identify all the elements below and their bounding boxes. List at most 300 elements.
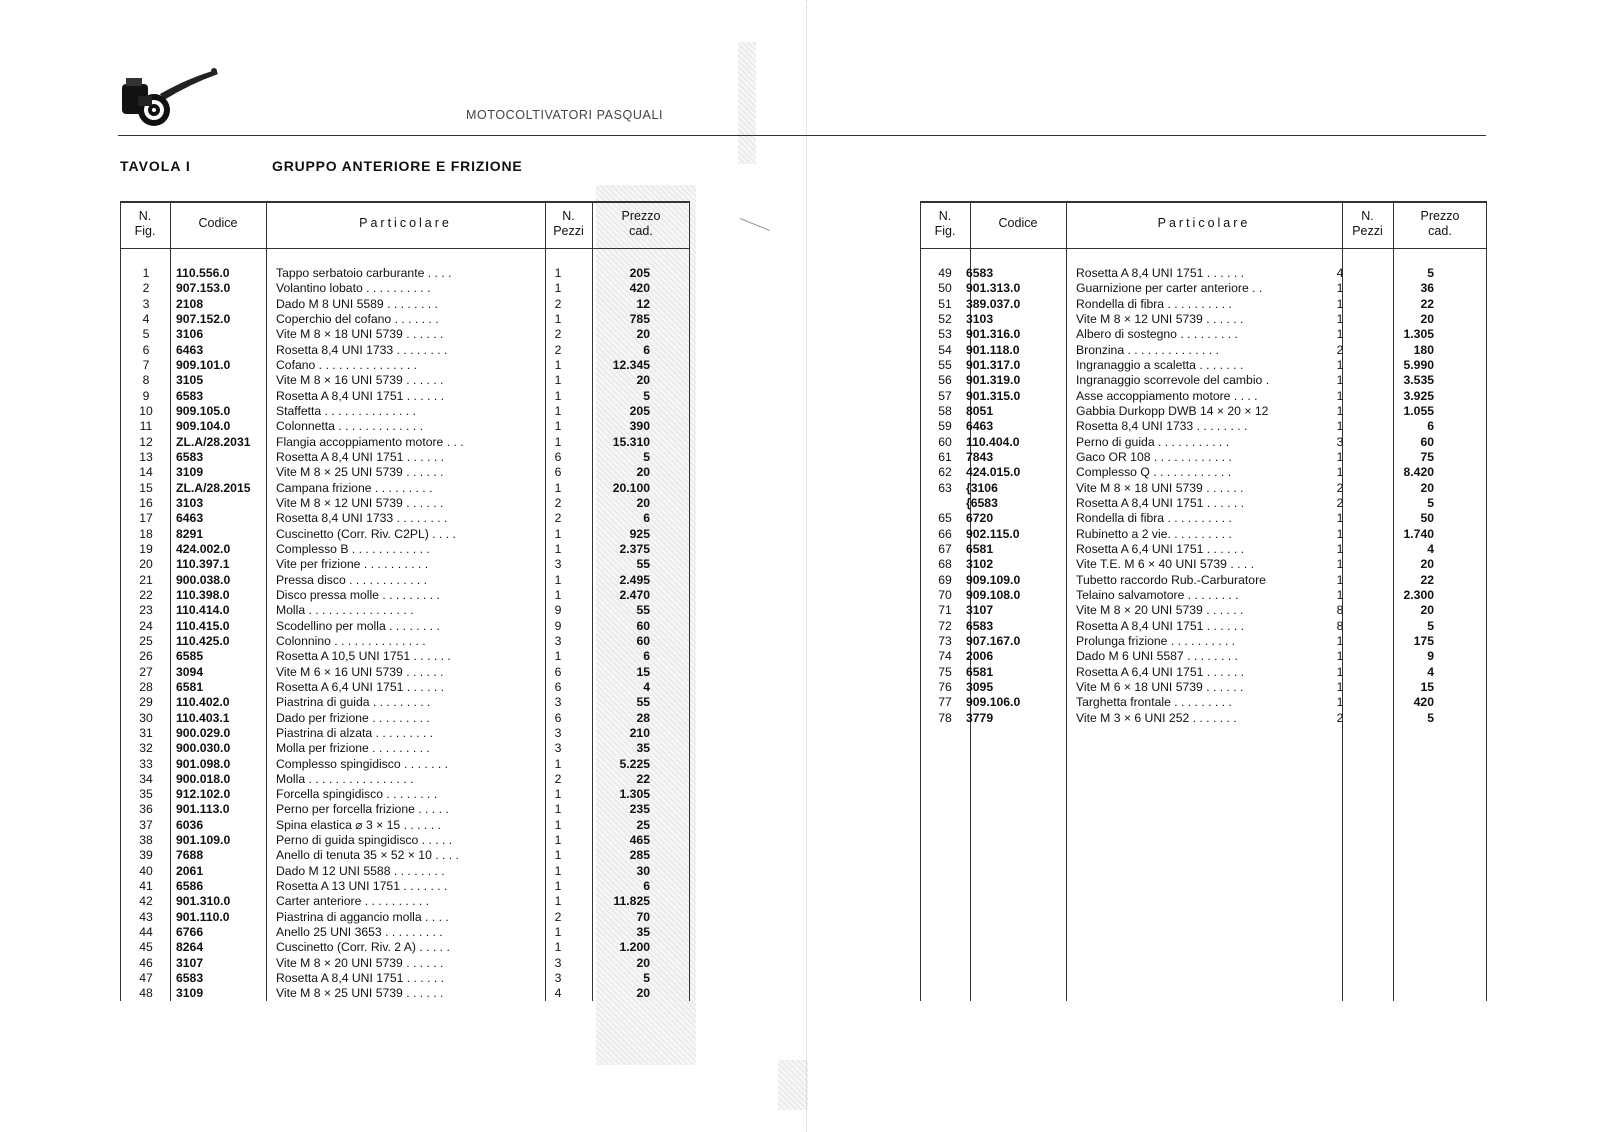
table-row	[920, 619, 1487, 634]
cell-code: ZL.A/28.2031	[176, 434, 251, 449]
cell-price: 5.990	[1403, 357, 1434, 372]
cell-code: 6585	[176, 649, 204, 664]
cell-fig: 29	[139, 695, 153, 710]
cell-fig: 42	[139, 894, 153, 909]
cell-price: 60	[636, 633, 650, 648]
cell-code: 901.310.0	[176, 894, 231, 909]
cell-fig: 5	[142, 327, 150, 342]
cell-description: Vite M 8 × 20 UNI 5739 . . . . . .	[276, 955, 444, 970]
cell-code: 3109	[176, 986, 204, 1001]
cell-price: 5	[1427, 618, 1434, 633]
table-row	[920, 481, 1487, 496]
cell-quantity: 1	[1336, 695, 1344, 710]
table-row	[120, 435, 690, 450]
cell-fig: 65	[938, 511, 952, 526]
cell-price: 210	[629, 725, 650, 740]
cell-description: Piastrina di alzata . . . . . . . . .	[276, 725, 434, 740]
table-row	[920, 358, 1487, 373]
cell-price: 20	[636, 986, 650, 1001]
cell-description: Rondella di fibra . . . . . . . . . .	[1076, 296, 1232, 311]
cell-fig: 72	[938, 618, 952, 633]
cell-code: 909.104.0	[176, 419, 231, 434]
cell-code: 909.109.0	[966, 572, 1021, 587]
cell-code: 6720	[966, 511, 994, 526]
cell-quantity: 6	[554, 664, 562, 679]
cell-price: 420	[1413, 695, 1434, 710]
cell-description: Anello 25 UNI 3653 . . . . . . . . .	[276, 925, 443, 940]
cell-price: 3.925	[1403, 388, 1434, 403]
cell-price: 2.470	[619, 587, 650, 602]
cell-fig: 32	[139, 741, 153, 756]
cell-fig: 45	[139, 940, 153, 955]
table-row	[920, 343, 1487, 358]
cell-quantity: 1	[554, 388, 562, 403]
cell-description: Perno di guida . . . . . . . . . . .	[1076, 434, 1230, 449]
cell-quantity: 3	[554, 971, 562, 986]
cell-code: 7843	[966, 449, 994, 464]
cell-description: Rosetta 8,4 UNI 1733 . . . . . . . .	[276, 511, 448, 526]
cell-quantity: 1	[554, 848, 562, 863]
cell-code: 6581	[176, 679, 204, 694]
table-row	[120, 772, 690, 787]
cell-description: Vite T.E. M 6 × 40 UNI 5739 . . . .	[1076, 557, 1255, 572]
cell-fig: 76	[938, 679, 952, 694]
cell-price: 6	[643, 511, 650, 526]
cell-price: 20	[1420, 603, 1434, 618]
cell-fig: 27	[139, 664, 153, 679]
cell-description: Campana frizione . . . . . . . . .	[276, 480, 433, 495]
cell-fig: 16	[139, 495, 153, 510]
cell-price: 925	[629, 526, 650, 541]
cell-quantity: 1	[554, 894, 562, 909]
table-body	[120, 266, 690, 1002]
watermark-strip	[738, 42, 756, 164]
cell-fig: 14	[139, 465, 153, 480]
cell-quantity: 1	[554, 817, 562, 832]
table-row	[120, 450, 690, 465]
table-row	[120, 419, 690, 434]
cell-quantity: 1	[1336, 388, 1344, 403]
cell-description: Perno di guida spingidisco . . . . .	[276, 833, 453, 848]
cell-code: 3095	[966, 679, 994, 694]
group-title: GRUPPO ANTERIORE E FRIZIONE	[272, 158, 523, 174]
cell-fig: 37	[139, 817, 153, 832]
cell-description: Vite M 8 × 25 UNI 5739 . . . . . .	[276, 986, 444, 1001]
cell-quantity: 2	[554, 909, 562, 924]
table-row	[120, 389, 690, 404]
table-row	[920, 450, 1487, 465]
cell-quantity: 2	[554, 327, 562, 342]
cell-fig: 60	[938, 434, 952, 449]
cell-fig: 36	[139, 802, 153, 817]
cell-fig: 46	[139, 955, 153, 970]
table-row	[120, 741, 690, 756]
cell-description: Colonnino . . . . . . . . . . . . . .	[276, 633, 426, 648]
cell-price: 2.300	[1403, 587, 1434, 602]
cell-fig: 70	[938, 587, 952, 602]
table-row	[920, 649, 1487, 664]
cell-fig: 63	[938, 480, 952, 495]
table-row	[120, 818, 690, 833]
cell-quantity: 1	[1336, 419, 1344, 434]
cell-code: 907.153.0	[176, 281, 231, 296]
cell-code: 6766	[176, 925, 204, 940]
table-row	[920, 557, 1487, 572]
cell-code: 909.105.0	[176, 403, 231, 418]
cell-code: 6036	[176, 817, 204, 832]
cell-code: 110.397.1	[176, 557, 230, 572]
parts-table-right	[920, 201, 1487, 1001]
cell-quantity: 1	[1336, 664, 1344, 679]
cell-description: Spina elastica ⌀ 3 × 15 . . . . . .	[276, 817, 441, 832]
cell-description: Dado M 6 UNI 5587 . . . . . . . .	[1076, 649, 1238, 664]
table-row	[120, 711, 690, 726]
cell-price: 1.305	[1403, 327, 1434, 342]
table-row	[920, 680, 1487, 695]
cell-code: 902.115.0	[966, 526, 1020, 541]
cell-price: 420	[629, 281, 650, 296]
cell-fig: 62	[938, 465, 952, 480]
cell-description: Rubinetto a 2 vie. . . . . . . . . .	[1076, 526, 1232, 541]
cell-code: 6463	[176, 342, 204, 357]
cell-quantity: 6	[554, 679, 562, 694]
cell-fig: 17	[139, 511, 153, 526]
cell-price: 9	[1427, 649, 1434, 664]
table-row	[120, 680, 690, 695]
cell-fig: 68	[938, 557, 952, 572]
cell-price: 50	[1420, 511, 1434, 526]
cell-quantity: 1	[554, 419, 562, 434]
cell-description: Coperchio del cofano . . . . . . .	[276, 311, 439, 326]
cell-price: 20	[1420, 311, 1434, 326]
table-row	[120, 327, 690, 342]
table-row	[920, 419, 1487, 434]
cell-price: 175	[1413, 633, 1434, 648]
cell-code: 6583	[176, 388, 204, 403]
table-row	[120, 373, 690, 388]
table-row	[120, 956, 690, 971]
cell-code: 901.317.0	[966, 357, 1021, 372]
cell-price: 6	[643, 342, 650, 357]
cell-code: 3103	[176, 495, 204, 510]
cell-description: Molla . . . . . . . . . . . . . . . .	[276, 603, 414, 618]
cell-description: Rosetta A 8,4 UNI 1751 . . . . . .	[1076, 495, 1245, 510]
col-header-pezzi: N. Pezzi	[553, 209, 584, 238]
cell-code: {3106	[966, 480, 998, 495]
table-row	[120, 695, 690, 710]
cell-fig: 24	[139, 618, 153, 633]
cell-fig: 49	[938, 266, 952, 280]
cell-quantity: 1	[554, 480, 562, 495]
cell-fig: 20	[139, 557, 153, 572]
table-row	[120, 496, 690, 511]
cell-description: Guarnizione per carter anteriore . .	[1076, 281, 1263, 296]
parts-table-left	[120, 201, 690, 1001]
cell-description: Rosetta A 6,4 UNI 1751 . . . . . .	[276, 679, 445, 694]
cell-price: 60	[636, 618, 650, 633]
table-row	[920, 665, 1487, 680]
table-row	[120, 343, 690, 358]
cell-code: 6583	[966, 266, 994, 280]
cell-code: 6581	[966, 664, 994, 679]
cell-price: 5	[643, 449, 650, 464]
cell-description: Vite M 8 × 18 UNI 5739 . . . . . .	[276, 327, 444, 342]
table-row	[920, 281, 1487, 296]
cell-fig: 71	[938, 603, 952, 618]
cell-price: 1.305	[619, 787, 650, 802]
cell-price: 15	[636, 664, 650, 679]
cell-code: 2108	[176, 296, 204, 311]
table-row	[920, 542, 1487, 557]
table-row	[120, 757, 690, 772]
cell-price: 20	[636, 327, 650, 342]
cell-price: 12.345	[612, 357, 650, 372]
cell-fig: 30	[139, 710, 153, 725]
cell-quantity: 1	[554, 587, 562, 602]
cell-description: Vite M 8 × 12 UNI 5739 . . . . . .	[1076, 311, 1244, 326]
table-row	[120, 634, 690, 649]
cell-quantity: 1	[1336, 572, 1344, 587]
cell-fig: 23	[139, 603, 153, 618]
cell-price: 20	[636, 465, 650, 480]
cell-quantity: 1	[554, 311, 562, 326]
cell-price: 20	[636, 495, 650, 510]
cell-quantity: 6	[554, 710, 562, 725]
cell-description: Rosetta A 8,4 UNI 1751 . . . . . .	[1076, 618, 1245, 633]
cell-description: Disco pressa molle . . . . . . . . .	[276, 587, 440, 602]
cell-quantity: 4	[1336, 266, 1344, 280]
cell-code: 6463	[176, 511, 204, 526]
cell-description: Molla . . . . . . . . . . . . . . . .	[276, 771, 414, 786]
cell-description: Rondella di fibra . . . . . . . . . .	[1076, 511, 1232, 526]
cell-quantity: 1	[1336, 373, 1344, 388]
cell-code: 8291	[176, 526, 204, 541]
table-row	[120, 802, 690, 817]
cell-code: 900.029.0	[176, 725, 231, 740]
cell-code: 110.402.0	[176, 695, 230, 710]
cell-price: 5	[1427, 266, 1434, 280]
cell-price: 390	[629, 419, 650, 434]
cell-fig: 52	[938, 311, 952, 326]
cell-price: 75	[1420, 449, 1434, 464]
table-row	[120, 925, 690, 940]
header-divider	[920, 248, 1487, 249]
cell-code: 6583	[176, 449, 204, 464]
col-header-prezzo: Prezzo cad.	[621, 209, 661, 238]
cell-code: 912.102.0	[176, 787, 231, 802]
cell-description: Vite M 8 × 18 UNI 5739 . . . . . .	[1076, 480, 1244, 495]
cell-quantity: 9	[554, 603, 562, 618]
cell-description: Ingranaggio a scaletta . . . . . . .	[1076, 357, 1244, 372]
cell-fig: 43	[139, 909, 153, 924]
cell-fig: 40	[139, 863, 153, 878]
table-row	[920, 327, 1487, 342]
cell-fig: 25	[139, 633, 153, 648]
cell-description: Rosetta A 10,5 UNI 1751 . . . . . .	[276, 649, 451, 664]
cell-price: 36	[1420, 281, 1434, 296]
cell-description: Anello di tenuta 35 × 52 × 10 . . . .	[276, 848, 459, 863]
cell-fig: 13	[139, 449, 153, 464]
cell-price: 15.310	[612, 434, 650, 449]
cell-description: Rosetta A 8,4 UNI 1751 . . . . . .	[276, 388, 445, 403]
cell-fig: 11	[139, 419, 153, 434]
watermark-strip	[778, 1060, 808, 1110]
cell-description: Vite M 6 × 18 UNI 5739 . . . . . .	[1076, 679, 1244, 694]
cell-price: 20	[1420, 557, 1434, 572]
cell-fig: 78	[938, 710, 952, 725]
cell-price: 5	[1427, 495, 1434, 510]
cell-description: Forcella spingidisco . . . . . . . .	[276, 787, 438, 802]
cell-fig: 67	[938, 541, 952, 556]
page-fold	[806, 0, 808, 1132]
cell-description: Rosetta 8,4 UNI 1733 . . . . . . . .	[276, 342, 448, 357]
table-row	[920, 312, 1487, 327]
cell-description: Cofano . . . . . . . . . . . . . . .	[276, 357, 417, 372]
cell-description: Gaco OR 108 . . . . . . . . . . . .	[1076, 449, 1232, 464]
cell-description: Prolunga frizione . . . . . . . . . .	[1076, 633, 1236, 648]
cell-code: 907.152.0	[176, 311, 231, 326]
cell-fig: 38	[139, 833, 153, 848]
cell-price: 11.825	[613, 894, 650, 909]
cell-description: Vite M 8 × 12 UNI 5739 . . . . . .	[276, 495, 444, 510]
cell-price: 70	[636, 909, 650, 924]
table-row	[920, 266, 1487, 281]
cell-quantity: 1	[554, 373, 562, 388]
cell-description: Rosetta A 8,4 UNI 1751 . . . . . .	[276, 449, 445, 464]
cell-quantity: 1	[1336, 649, 1344, 664]
table-row	[120, 833, 690, 848]
cell-price: 6	[1427, 419, 1434, 434]
cell-price: 55	[636, 695, 650, 710]
cell-description: Vite per frizione . . . . . . . . . .	[276, 557, 429, 572]
cell-fig: 35	[139, 787, 153, 802]
cell-fig: 1	[142, 266, 150, 280]
tractor-logo-icon	[118, 66, 228, 132]
table-row	[120, 787, 690, 802]
cell-quantity: 1	[554, 756, 562, 771]
cell-quantity: 3	[554, 741, 562, 756]
cell-code: 389.037.0	[966, 296, 1021, 311]
cell-price: 5	[643, 388, 650, 403]
cell-price: 235	[629, 802, 650, 817]
cell-description: Cuscinetto (Corr. Riv. 2 A) . . . . .	[276, 940, 450, 955]
cell-description: Staffetta . . . . . . . . . . . . . .	[276, 403, 416, 418]
cell-code: 110.425.0	[176, 633, 230, 648]
cell-code: ZL.A/28.2015	[176, 480, 251, 495]
cell-quantity: 3	[554, 557, 562, 572]
cell-price: 4	[1427, 664, 1434, 679]
cell-fig: 39	[139, 848, 153, 863]
cell-description: Rosetta A 13 UNI 1751 . . . . . . .	[276, 879, 448, 894]
cell-code: 901.118.0	[966, 342, 1020, 357]
cell-price: 20	[636, 955, 650, 970]
cell-description: Targhetta frontale . . . . . . . . .	[1076, 695, 1232, 710]
cell-fig: 10	[139, 403, 153, 418]
cell-code: 901.098.0	[176, 756, 231, 771]
table-row	[920, 389, 1487, 404]
table-row	[920, 435, 1487, 450]
table-row	[120, 894, 690, 909]
cell-quantity: 1	[554, 266, 562, 280]
cell-description: Piastrina di aggancio molla . . . .	[276, 909, 449, 924]
cell-fig: 59	[938, 419, 952, 434]
cell-description: Telaino salvamotore . . . . . . . .	[1076, 587, 1239, 602]
cell-price: 6	[643, 879, 650, 894]
cell-description: Molla per frizione . . . . . . . . .	[276, 741, 430, 756]
cell-code: 900.018.0	[176, 771, 231, 786]
table-row	[120, 619, 690, 634]
cell-code: 909.108.0	[966, 587, 1021, 602]
cell-price: 25	[636, 817, 650, 832]
cell-description: Flangia accoppiamento motore . . .	[276, 434, 464, 449]
cell-description: Complesso spingidisco . . . . . . .	[276, 756, 449, 771]
cell-quantity: 1	[554, 787, 562, 802]
cell-code: 6581	[966, 541, 994, 556]
cell-fig: 7	[142, 357, 150, 372]
cell-fig: 12	[139, 434, 153, 449]
cell-fig: 56	[938, 373, 952, 388]
table-row	[120, 573, 690, 588]
cell-quantity: 1	[1336, 449, 1344, 464]
cell-description: Vite M 3 × 6 UNI 252 . . . . . . .	[1076, 710, 1237, 725]
cell-quantity: 1	[1336, 465, 1344, 480]
cell-quantity: 1	[554, 879, 562, 894]
cell-fig: 31	[139, 725, 153, 740]
cell-price: 205	[629, 266, 650, 280]
cell-fig: 53	[938, 327, 952, 342]
cell-quantity: 4	[554, 986, 562, 1001]
cell-code: 110.415.0	[176, 618, 230, 633]
cell-code: 900.030.0	[176, 741, 231, 756]
table-row	[920, 404, 1487, 419]
table-row	[120, 358, 690, 373]
cell-code: 909.101.0	[176, 357, 231, 372]
cell-fig: 26	[139, 649, 153, 664]
cell-fig: 21	[139, 572, 153, 587]
page-mark	[740, 218, 770, 231]
col-header-particolare: Particolare	[359, 216, 452, 230]
cell-code: 900.038.0	[176, 572, 231, 587]
table-row	[920, 573, 1487, 588]
table-row	[920, 373, 1487, 388]
cell-price: 20	[636, 373, 650, 388]
table-row	[120, 527, 690, 542]
cell-price: 5	[1427, 710, 1434, 725]
cell-quantity: 3	[554, 955, 562, 970]
cell-price: 6	[643, 649, 650, 664]
table-row	[920, 711, 1487, 726]
cell-quantity: 1	[1336, 633, 1344, 648]
cell-code: 110.398.0	[176, 587, 230, 602]
cell-quantity: 6	[554, 449, 562, 464]
cell-quantity: 1	[554, 526, 562, 541]
cell-price: 4	[1427, 541, 1434, 556]
cell-code: 2061	[176, 863, 204, 878]
cell-code: 3107	[176, 955, 204, 970]
cell-quantity: 1	[1336, 541, 1344, 556]
cell-quantity: 1	[554, 572, 562, 587]
cell-quantity: 2	[554, 495, 562, 510]
cell-price: 22	[1420, 572, 1434, 587]
cell-code: 110.404.0	[966, 434, 1020, 449]
cell-fig: 28	[139, 679, 153, 694]
table-row	[920, 695, 1487, 710]
cell-description: Vite M 8 × 20 UNI 5739 . . . . . .	[1076, 603, 1244, 618]
brand-title: MOTOCOLTIVATORI PASQUALI	[466, 108, 664, 122]
cell-price: 20	[1420, 480, 1434, 495]
cell-fig: 73	[938, 633, 952, 648]
cell-price: 15	[1420, 679, 1434, 694]
